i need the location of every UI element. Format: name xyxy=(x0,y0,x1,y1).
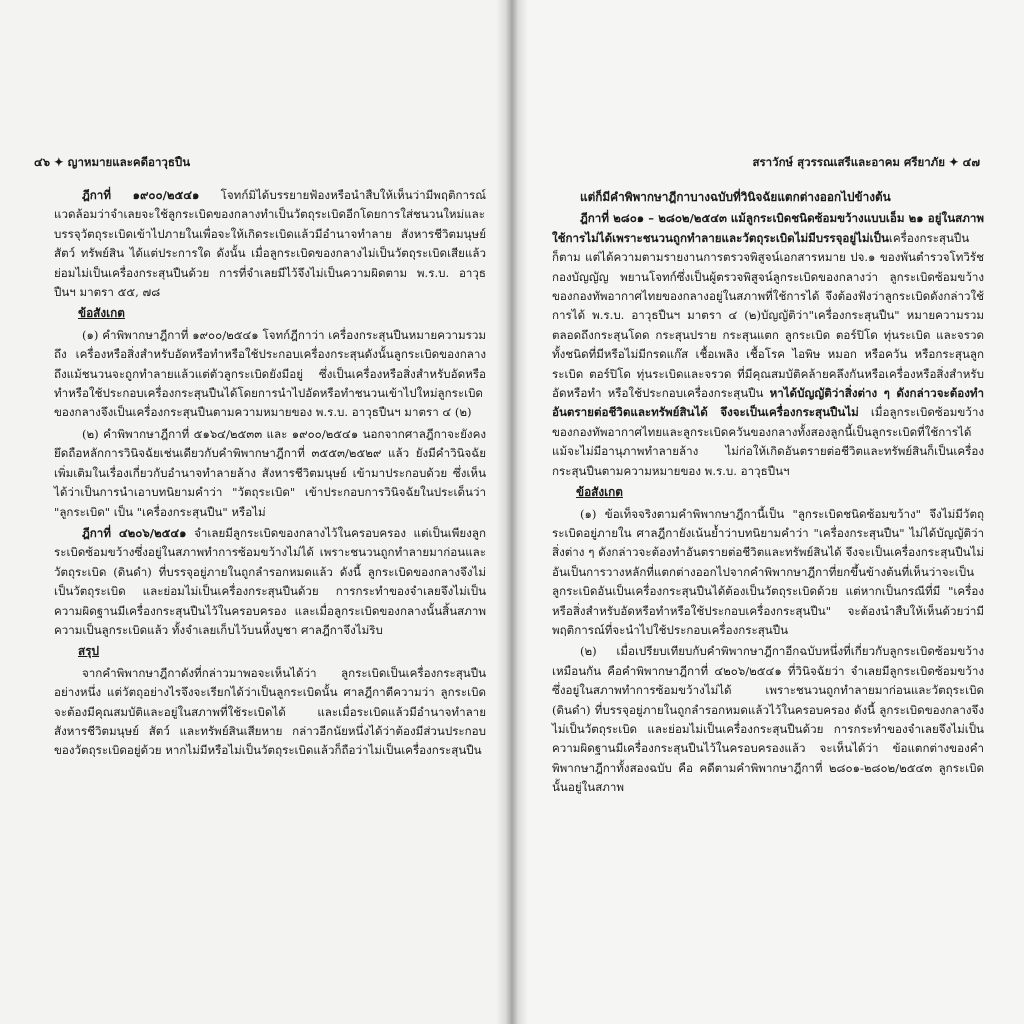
paragraph-text: โจทก์มิได้บรรยายฟ้องหรือนำสืบให้เห็นว่ามีพฤติการณ์แวดล้อมว่าจำเลยจะใช้ลูกระเบิดของกลางทำเป็นวัตถุระเบิดอีกโดยการใส่ชนวนใหม่และบรรจุวัตถุระเบิดเข้าไปภายในเพื่อจะให้เกิดระเบิดแล้วมีอำนาจทำลาย สังหารชีวิตมนุษย์ สัตว์ ทรัพย์สิน ได้แต่ประการใด ดังนั้น เมื่อลูกระเบิดของกลางไม่เป็นวัตถุระเบิดเสียแล้ว ย่อมไม่เป็นเครื่องกระสุนปืนด้วย การที่จำเลยมีไว้จึงไม่เป็นความผิดตาม พ.ร.บ. อาวุธปืนฯ มาตรา ๕๕, ๗๘ xyxy=(54,188,486,300)
paragraph: (๑) คำพิพากษาฎีกาที่ ๑๙๐๐/๒๕๔๑ โจทก์ฎีกาว่า เครื่องกระสุนปืนหมายความรวมถึง เครื่องหรือสิ่งสำหรับอัดหรือทำหรือใช้ประกอบเครื่องกระสุนดังนั้นลูกระเบิดของกลางถึงแม้ชนวนจะถูกทำลายแล้วแต่ตัวลูกระเบิดยังมีอยู่ ซึ่งเป็นเครื่องหรือสิ่งสำหรับอัดหรือทำหรือใช้ประกอบเครื่องกระสุนปืนได้โดยการนำไปอัดหรือทำชนวนเข้าไปใหม่ลูกระเบิดของกลางจึงเป็นเครื่องกระสุนปืนตามความหมายของ พ.ร.บ. อาวุธปืนฯ มาตรา ๔ (๒) xyxy=(54,327,486,420)
book-gutter xyxy=(496,0,528,1024)
case-number: ฎีกาที่ ๔๒๐๖/๒๕๔๑ xyxy=(82,525,187,540)
paragraph-text: เมื่อลูกระเบิดซ้อมขว้างของกองทัพอากาศไทยและลูกระเบิดควันของกลางทั้งสองลูกนี้เป็นลูกระเบิดที่ใช้การได้แม้จะไม่มีอานุภาพทำลายล้าง ไม่ก่อให้เกิดอันตรายต่อชีวิตและทรัพย์สินก็เป็นเครื่องกระสุนปืนตามความหมายของ พ.ร.บ. อาวุธปืนฯ xyxy=(552,405,984,478)
left-running-header: ๔๖ ✦ ญาหมายและคดีอาวุธปืน xyxy=(34,155,191,169)
paragraph-text: จำเลยมีลูกระเบิดของกลางไว้ในครอบครอง แต่เป็นเพียงลูกระเบิดซ้อมขว้างซึ่งอยู่ในสภาพทำการซ้อมขว้างไม่ได้ เพราะชนวนถูกทำลายมาก่อนและวัตถุระเบิด (ดินดำ) ที่บรรจุอยู่ภายในถูกลำรอกหมดแล้ว ดังนี้ ลูกระเบิดของกลางจึงไม่เป็นวัตถุระเบิด และย่อมไม่เป็นเครื่องกระสุนปืนด้วย การกระทำของจำเลยจึงไม่เป็นความผิดฐานมีเครื่องกระสุนปืนไว้ในครอบครอง และเมื่อลูกระเบิดของกลางนั้นสิ้นสภาพความเป็นลูกระเบิดแล้ว ทั้งจำเลยเก็บไว้บนหิ้งบูชา ศาลฎีกาจึงไม่ริบ xyxy=(54,525,486,637)
paragraph xyxy=(54,524,486,640)
right-page xyxy=(516,0,1024,1024)
right-running-header: สราวักษ์ สุวรรณเสรีและอาคม ศรียาภัย ✦ ๔๗ xyxy=(752,155,980,169)
paragraph xyxy=(54,186,486,302)
section-heading-notes: ข้อสังเกต xyxy=(78,306,125,321)
paragraph: (๒) คำพิพากษาฎีกาที่ ๕๑๖๔/๒๕๓๓ และ ๑๙๐๐/๒๕๔๑ นอกจากศาลฎีกาจะยังคงยึดถือหลักการวินิจฉัยเช่นเดียวกับคำพิพากษาฎีกาที่ ๓๕๕๓/๒๕๒๙ แล้ว ยังมีคำวินิจฉัยเพิ่มเติมในเรื่องเกี่ยวกับอำนาจทำลายล้าง สังหารชีวิตมนุษย์ เข้ามาประกอบด้วย ซึ่งเห็นได้ว่าเป็นการนำเอาบทนิยามคำว่า "วัตถุระเบิด" เข้าประกอบการวินิจฉัยในประเด็นว่า "ลูกระเบิด" เป็น "เครื่องกระสุนปืน" หรือไม่ xyxy=(54,426,486,519)
paragraph-text-bold: หาได้บัญญัติว่าสิ่งต่าง ๆ ดังกล่าวจะต้องทำอันตรายต่อชีวิตและทรัพย์สินได้ จึงจะเป็นเครื่องกระสุนปืนไม่ xyxy=(552,386,985,420)
section-heading-intro: แต่ก็มีคำพิพากษาฎีกาบางฉบับที่วินิจฉัยแตกต่างออกไปข้างต้น xyxy=(580,190,891,204)
paragraph-text: เครื่องกระสุนปืนก็ตาม แต่ได้ความตามรายงานการตรวจพิสูจน์เอกสารหมาย ปจ.๑ ของพันตำรวจโทวิรัช กองบัญญัญ พยานโจทก์ซึ่งเป็นผู้ตรวจพิสูจน์ลูกระเบิดของกลางว่า ลูกระเบิดซ้อมขว้างของกองทัพอากาศไทยของกลางอยู่ในสภาพที่ใช้การได้ จึงต้องฟังว่าลูกระเบิดดังกล่าวใช้การได้ พ.ร.บ. อาวุธปืนฯ มาตรา ๔ (๒)บัญญัติว่า"เครื่องกระสุนปืน" หมายความรวมตลอดถึงกระสุนโดด กระสุนปราย กระสุนแตก ลูกระเบิด ตอร์ปิโด ทุ่นระเบิด และจรวดทั้งชนิดที่มีหรือไม่มีกรดแก๊ส เชื้อเพลิง เชื้อโรค ไอพิษ หมอก หรือควัน หรือกระสุนลูกระเบิด ตอร์ปิโด ทุ่นระเบิดและจรวด ที่มีคุณสมบัติคล้ายคลึงกันหรือเครื่องหรือสิ่งสำหรับอัดหรือทำ หรือใช้ประกอบเครื่องกระสุนปืน xyxy=(552,230,984,401)
right-text-column xyxy=(552,186,984,800)
paragraph: จากคำพิพากษาฎีกาดังที่กล่าวมาพอจะเห็นได้ว่า ลูกระเบิดเป็นเครื่องกระสุนปืนอย่างหนึ่ง แต่วัตถุอย่างไรจึงจะเรียกได้ว่าเป็นลูกระเบิดนั้น ศาลฎีกาตีความว่า ลูกระเบิดจะต้องมีคุณสมบัติและอยู่ในสภาพที่ใช้ระเบิดได้ และเมื่อระเบิดแล้วมีอำนาจทำลายสังหารชีวิตมนุษย์ สัตว์ และทรัพย์สินเสียหาย กล่าวอีกนัยหนึ่งได้ว่าต้องมีส่วนประกอบของวัตถุระเบิดอยู่ด้วย หากไม่มีหรือไม่เป็นวัตถุระเบิดแล้วก็ถือว่าไม่เป็นเครื่องกระสุนปืน xyxy=(54,665,486,758)
paragraph: (๑) ข้อเท็จจริงตามคำพิพากษาฎีกานี้เป็น "ลูกระเบิดชนิดซ้อมขว้าง" จึงไม่มีวัตถุระเบิดอยู่ภายใน ศาลฎีกายังเน้นย้ำว่าบทนิยามคำว่า "เครื่องกระสุนปืน" ไม่ได้บัญญัติว่าสิ่งต่าง ๆ ดังกล่าวจะต้องทำอันตรายต่อชีวิตและทรัพย์สินได้ จึงจะเป็นเครื่องกระสุนปืนไม่ อันเป็นการวางหลักที่แตกต่างออกไปจากคำพิพากษาฎีกาที่ยกขึ้นข้างต้นที่เห็นว่าจะเป็นลูกระเบิดอันเป็นเครื่องกระสุนปืนได้ต้องเป็นวัตถุระเบิดด้วย แต่หากเป็นกรณีที่มี "เครื่องหรือสิ่งสำหรับอัดหรือทำหรือใช้ประกอบเครื่องกระสุนปืน" จะต้องนำสืบให้เห็นด้วยว่ามีพฤติการณ์ที่จะนำไปใช้ประกอบเครื่องกระสุนปืน xyxy=(552,506,984,637)
section-heading-notes: ข้อสังเกต xyxy=(576,485,623,500)
left-text-column xyxy=(54,186,486,763)
case-number: ฎีกาที่ ๑๙๐๐/๒๕๔๑ xyxy=(82,188,200,202)
paragraph-text-bold: แม้ลูกระเบิดชนิดซ้อมขว้างแบบเอ็ม ๒๑ อยู่ในสภาพใช้การไม่ได้เพราะชนวนถูกทำลายและวัตถุระเบิดไม่มีบรรจุอยู่ไม่เป็น xyxy=(552,211,985,245)
paragraph xyxy=(552,209,984,481)
section-heading-summary: สรุป xyxy=(78,644,100,659)
paragraph: (๒) เมื่อเปรียบเทียบกับคำพิพากษาฎีกาอีกฉบับหนึ่งที่เกี่ยวกับลูกระเบิดซ้อมขว้างเหมือนกัน คือคำพิพากษาฎีกาที่ ๔๒๐๖/๒๕๔๑ ที่วินิจฉัยว่า จำเลยมีลูกระเบิดซ้อมขว้างซึ่งอยู่ในสภาพทำการซ้อมขว้างไม่ได้ เพราะชนวนถูกทำลายมาก่อนและวัตถุระเบิด (ดินดำ) ที่บรรจุอยู่ภายในถูกลำรอกหมดแล้วไว้ในครอบครอง ดังนี้ ลูกระเบิดของกลางจึงไม่เป็นวัตถุระเบิด และย่อมไม่เป็นเครื่องกระสุนปืนด้วย การกระทำของจำเลยจึงไม่เป็นความผิดฐานมีเครื่องกระสุนปืนไว้ในครอบครองแล้ว จะเห็นได้ว่า ข้อแตกต่างของคำพิพากษาฎีกาทั้งสองฉบับ คือ คดีตามคำพิพากษาฎีกาที่ ๒๘๐๑-๒๘๐๒/๒๕๔๓ ลูกระเบิดนั้นอยู่ในสภาพ xyxy=(552,644,984,795)
case-number: ฎีกาที่ ๒๘๐๑ – ๒๘๐๒/๒๕๔๓ xyxy=(580,211,727,226)
left-page xyxy=(0,0,508,1024)
